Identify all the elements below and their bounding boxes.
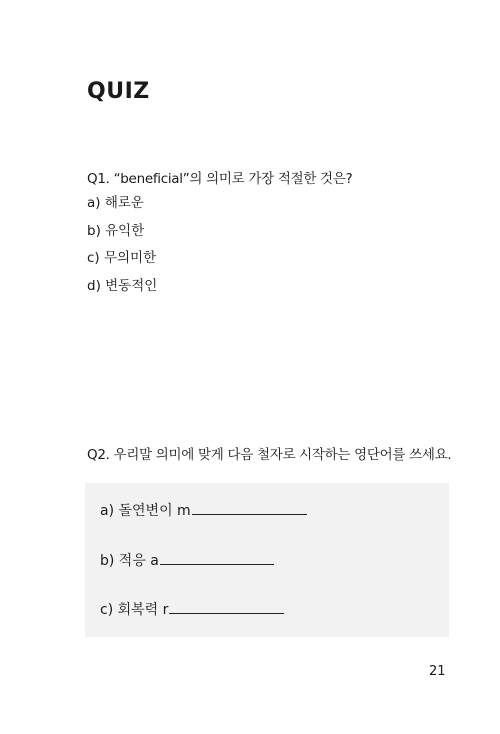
question-1: Q1. “beneficial”의 의미로 가장 적절한 것은? <box>87 171 353 187</box>
question-1-options <box>87 194 157 304</box>
fill-in-prompt-a: a) 돌연변이 m <box>100 503 191 519</box>
quiz-title: QUIZ <box>87 79 150 104</box>
answer-blank-c <box>169 601 284 614</box>
answer-blank-b <box>160 552 274 565</box>
option-a: a) 해로운 <box>87 195 144 211</box>
question-2: Q2. 우리말 의미에 맞게 다음 철자로 시작하는 영단어를 쓰세요. <box>87 447 452 463</box>
fill-in-prompt-b: b) 적응 a <box>100 553 159 569</box>
option-c: c) 무의미한 <box>87 250 157 266</box>
answer-box <box>85 483 449 637</box>
page-number: 21 <box>429 664 446 679</box>
fill-in-item-b <box>100 550 274 570</box>
fill-in-prompt-c: c) 회복력 r <box>100 602 169 618</box>
fill-in-item-c <box>100 599 284 619</box>
option-d: d) 변동적인 <box>87 277 158 294</box>
answer-blank-a <box>192 502 307 515</box>
option-b: b) 유익한 <box>87 222 145 239</box>
fill-in-item-a <box>100 500 307 520</box>
